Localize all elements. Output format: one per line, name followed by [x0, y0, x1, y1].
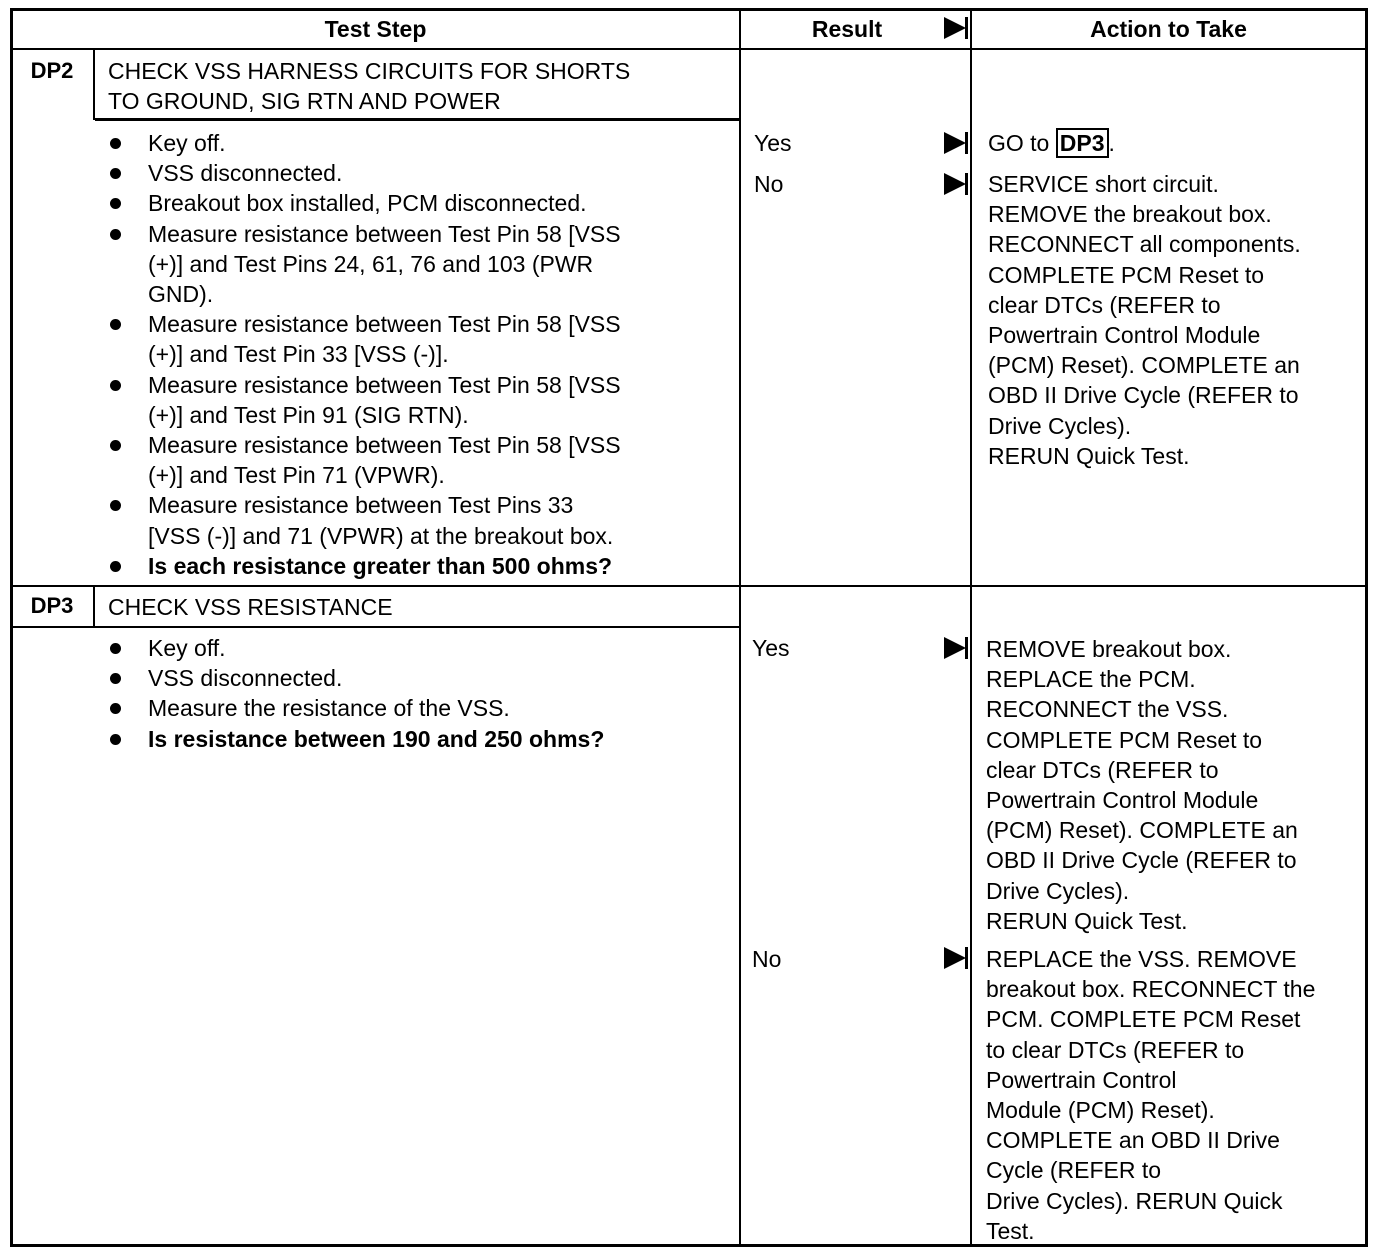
header-underline [10, 48, 1368, 50]
dp3-result-no: No [752, 946, 782, 972]
dp3-link[interactable]: DP3 [1056, 128, 1109, 158]
dp2-result-yes: Yes [754, 130, 792, 156]
dp2-title-line-1: CHECK VSS HARNESS CIRCUITS FOR SHORTS [108, 58, 631, 84]
column-divider-action [970, 8, 972, 1247]
dp3-title-underline [10, 626, 739, 628]
list-item: Breakout box installed, PCM disconnected. [100, 188, 621, 218]
dp2-result-no: No [754, 171, 784, 197]
dp2-title-underline [95, 118, 739, 121]
dp2-no-action: SERVICE short circuit. REMOVE the breakout box. RECONNECT all components. COMPLETE PCM Reset to clear DTCs (REFER to Powertrain Control Module (PCM) Reset). COMPLETE an OBD II Drive Cycle (REFER to Drive Cycles). RERUN Quick Test. [988, 171, 1301, 469]
dp2-yes-action: GO to DP3 . [988, 130, 1115, 156]
list-item: Measure the resistance of the VSS. [100, 693, 604, 723]
column-divider-result [739, 8, 741, 1247]
list-item: Key off. [100, 128, 621, 158]
dp3-no-arrow-icon [944, 947, 966, 969]
table-border-top [10, 8, 1368, 11]
dp3-yes-arrow-icon [944, 637, 966, 659]
dp3-id: DP3 [30, 593, 74, 618]
dp3-title-line-1: CHECK VSS RESISTANCE [108, 594, 393, 620]
dp3-yes-action: REMOVE breakout box. REPLACE the PCM. RECONNECT the VSS. COMPLETE PCM Reset to clear DTCs (REFER to Powertrain Control Module (PCM) Reset). COMPLETE an OBD II Drive Cycle (REFER to Drive Cycles). RERUN Quick Test. [986, 636, 1298, 934]
dp3-result-yes: Yes [752, 635, 790, 661]
dp3-bullet-list [100, 633, 604, 754]
header-action-to-take: Action to Take [1090, 16, 1247, 42]
dp2-bullet-list [100, 128, 621, 581]
dp3-question: Is resistance between 190 and 250 ohms? [100, 724, 604, 754]
list-item: VSS disconnected. [100, 158, 621, 188]
dp3-id-divider [93, 587, 95, 628]
dp2-id-divider [93, 50, 95, 120]
dp2-no-arrow-icon [944, 173, 966, 195]
list-item: Measure resistance between Test Pins 33 [VSS (-)] and 71 (VPWR) at the breakout box. [100, 490, 621, 550]
list-item: Measure resistance between Test Pin 58 [VSS (+)] and Test Pin 71 (VPWR). [100, 430, 621, 490]
list-item: VSS disconnected. [100, 663, 604, 693]
step-separator [10, 585, 1368, 587]
list-item: Key off. [100, 633, 604, 663]
dp2-id: DP2 [30, 58, 74, 83]
list-item: Measure resistance between Test Pin 58 [VSS (+)] and Test Pin 91 (SIG RTN). [100, 370, 621, 430]
dp3-no-action: REPLACE the VSS. REMOVE breakout box. RECONNECT the PCM. COMPLETE PCM Reset to clear DTCs (REFER to Powertrain Control Module (PCM) Reset). COMPLETE an OBD II Drive Cycle (REFER to Drive Cycles). RERUN Quick Test. [986, 946, 1316, 1244]
table-border-right [1365, 8, 1368, 1247]
dp2-question: Is each resistance greater than 500 ohms? [100, 551, 621, 581]
header-result: Result [811, 16, 883, 42]
list-item: Measure resistance between Test Pin 58 [VSS (+)] and Test Pin 33 [VSS (-)]. [100, 309, 621, 369]
header-arrow-icon [944, 17, 966, 39]
list-item: Measure resistance between Test Pin 58 [VSS (+)] and Test Pins 24, 61, 76 and 103 (PWR GND). [100, 219, 621, 310]
header-test-step: Test Step [324, 16, 427, 42]
dp2-yes-arrow-icon [944, 132, 966, 154]
dp2-title-line-2: TO GROUND, SIG RTN AND POWER [108, 88, 501, 114]
